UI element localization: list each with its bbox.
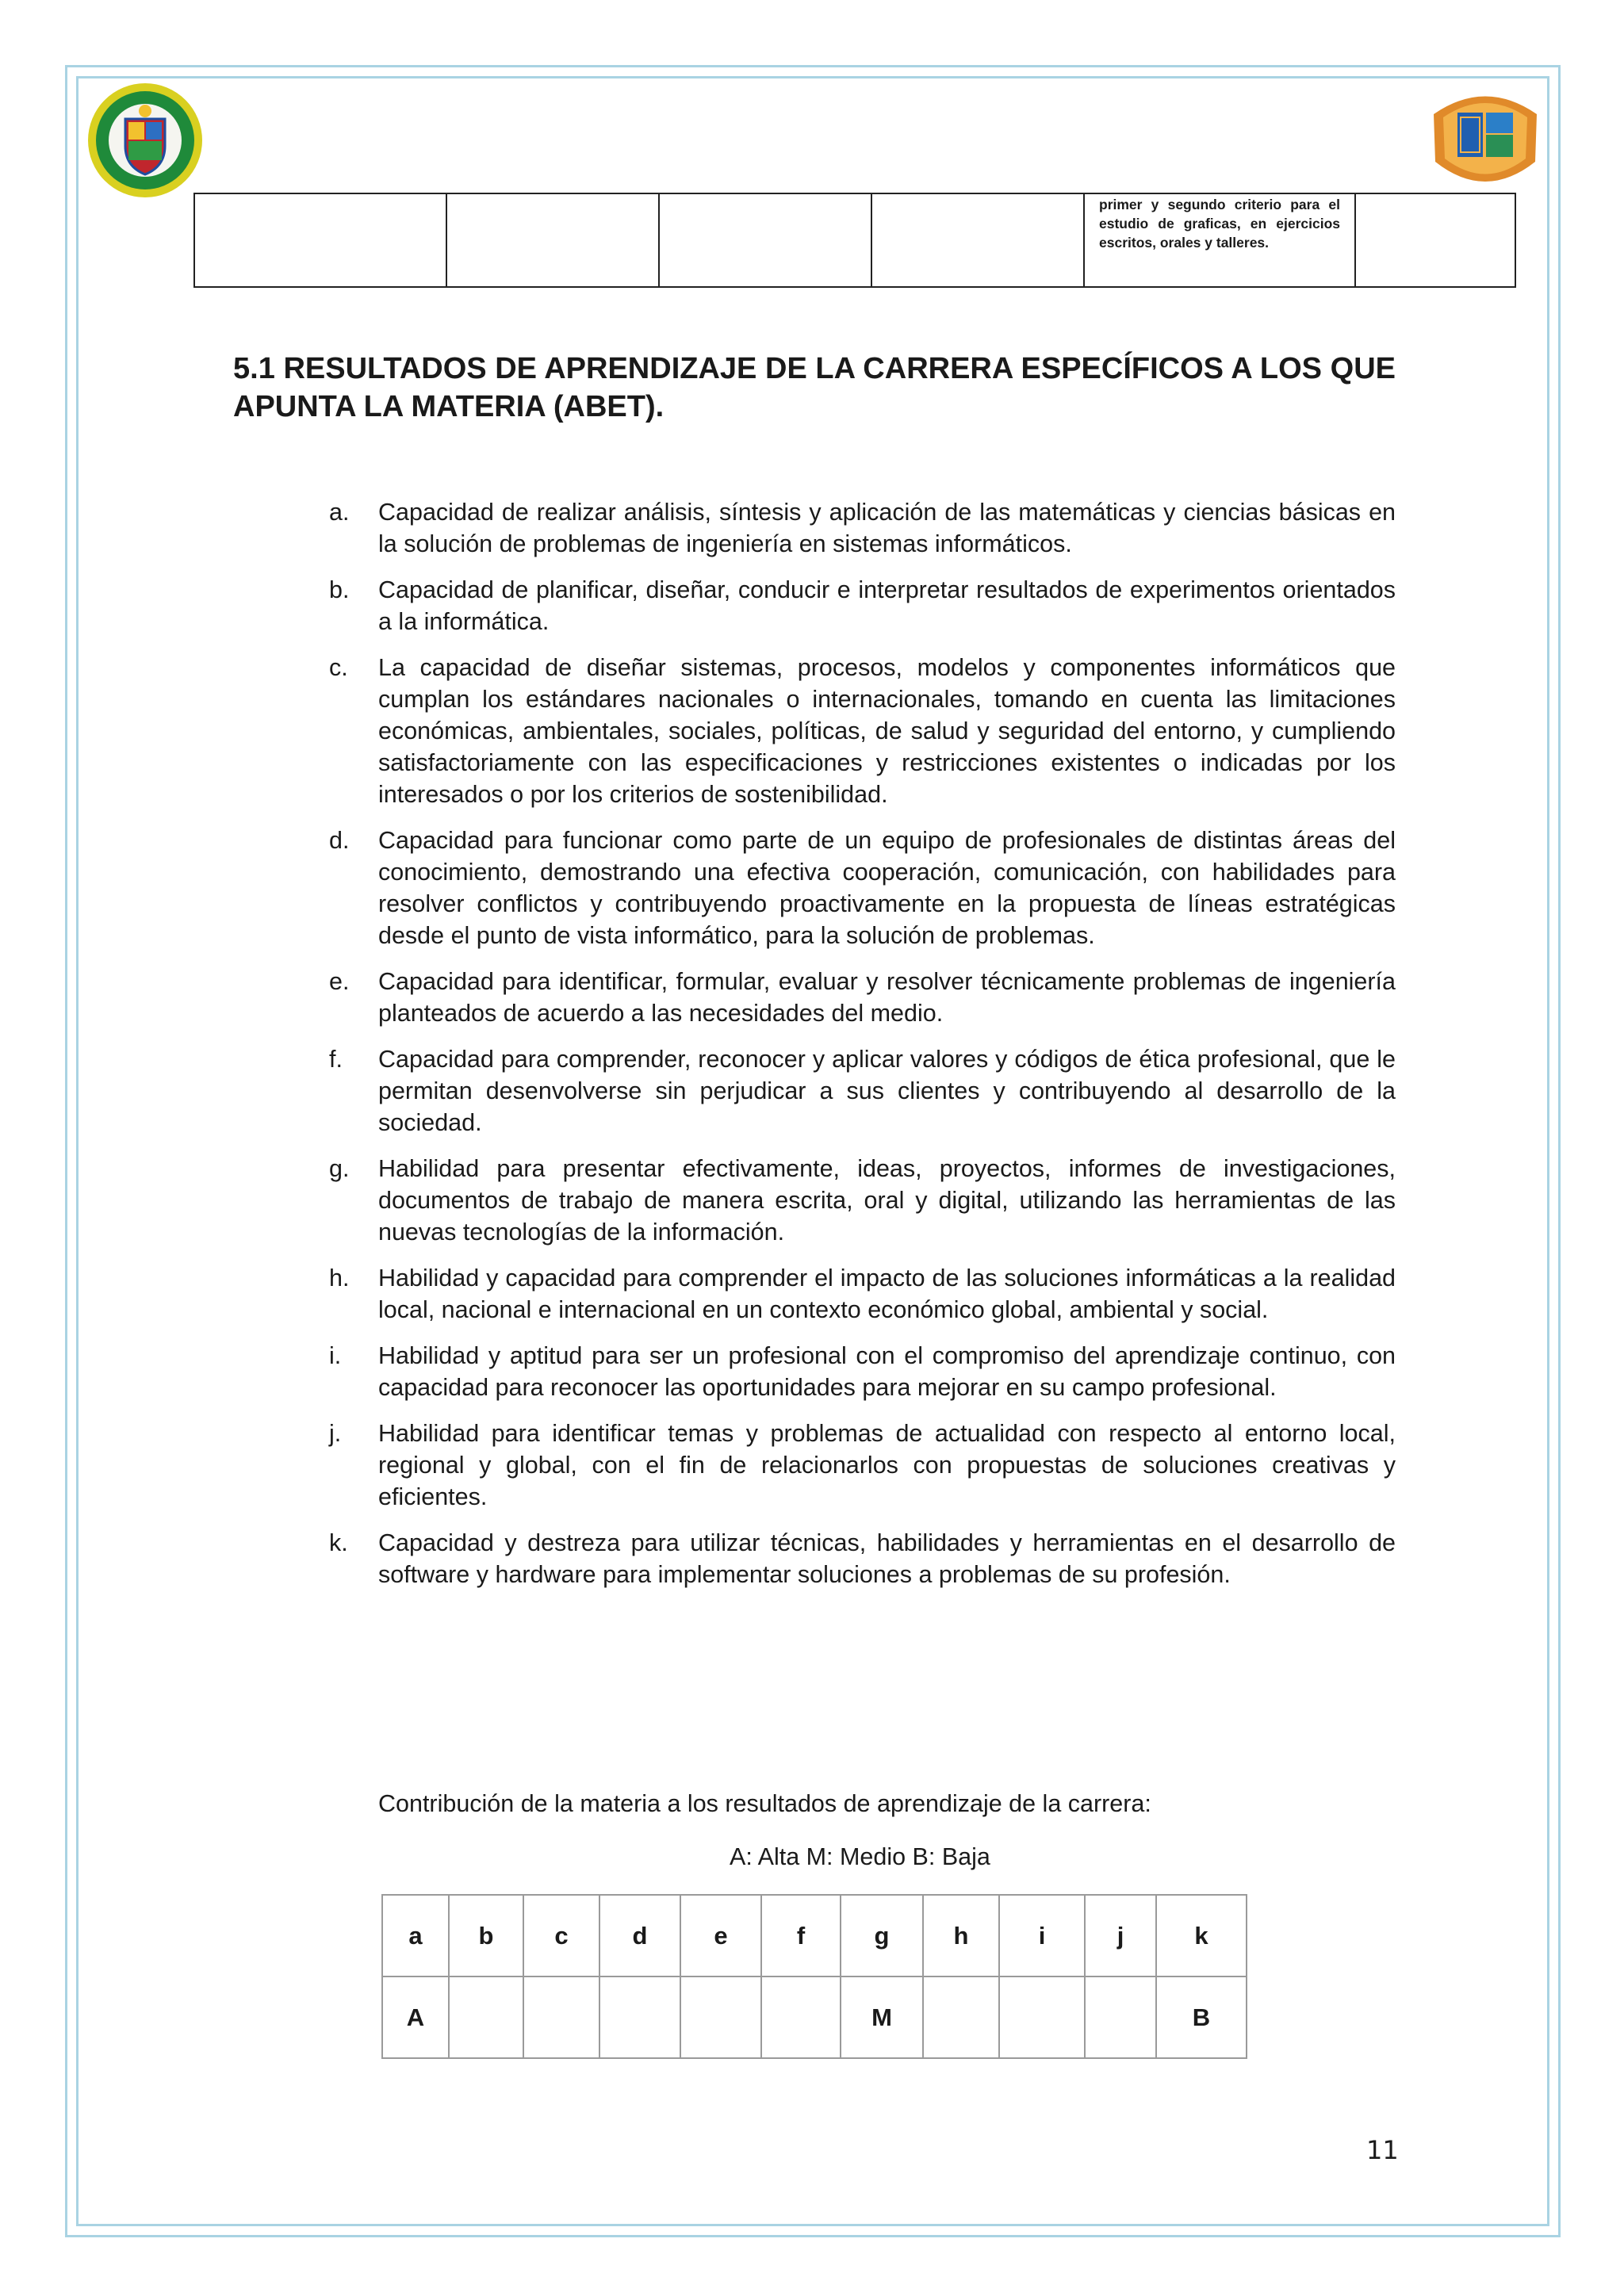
- table-header-cell: i: [999, 1895, 1085, 1976]
- item-text: Capacidad de realizar análisis, síntesis y aplicación de las matemáticas y ciencias básicas en la solución de problemas de ingeniería en sistemas informáticos.: [378, 499, 1396, 557]
- list-item: [329, 652, 1396, 810]
- criterion-cell: primer y segundo criterio para el estudio de graficas, en ejercicios escritos, orales y talleres.: [1084, 193, 1355, 287]
- learning-outcomes-list: [329, 496, 1396, 1605]
- item-letter: e.: [329, 968, 350, 995]
- list-item: [329, 1043, 1396, 1138]
- item-letter: c.: [329, 654, 348, 681]
- table-header-cell: b: [449, 1895, 523, 1976]
- evaluation-table-continuation: [193, 193, 1516, 288]
- table-cell: [659, 193, 871, 287]
- item-letter: a.: [329, 499, 350, 526]
- item-text: Habilidad para identificar temas y problemas de actualidad con respecto al entorno local, regional y global, con el fin de relacionarlos con propuestas de soluciones creativas y eficientes.: [378, 1420, 1396, 1510]
- item-letter: g.: [329, 1155, 350, 1182]
- faculty-emblem-logo: [1426, 82, 1545, 193]
- item-text: Capacidad para funcionar como parte de un equipo de profesionales de distintas áreas del conocimiento, demostrando una efectiva cooperación, comunicación, con habilidades para resolver conflictos y contribuyendo proactivamente en la propuesta de líneas estratégicas desde el punto de vista informático, para la solución de problemas.: [378, 827, 1396, 949]
- item-text: Capacidad de planificar, diseñar, conducir e interpretar resultados de experimentos orientados a la informática.: [378, 576, 1396, 635]
- table-cell: [446, 193, 659, 287]
- item-text: Capacidad para comprender, reconocer y aplicar valores y códigos de ética profesional, que le permitan desenvolverse sin perjudicar a sus clientes y contribuyendo al desarrollo de la sociedad.: [378, 1046, 1396, 1136]
- table-header-cell: h: [923, 1895, 999, 1976]
- item-text: Capacidad y destreza para utilizar técnicas, habilidades y herramientas en el desarrollo de software y hardware para implementar soluciones a problemas de su profesión.: [378, 1529, 1396, 1588]
- table-cell: [999, 1976, 1085, 2058]
- table-cell: [871, 193, 1084, 287]
- table-cell: [761, 1976, 841, 2058]
- list-item: [329, 825, 1396, 951]
- table-header-cell: c: [523, 1895, 599, 1976]
- item-text: Habilidad y aptitud para ser un profesional con el compromiso del aprendizaje continuo, con capacidad para reconocer las oportunidades para mejorar en su campo profesional.: [378, 1342, 1396, 1401]
- page-number: 11: [1366, 2135, 1399, 2165]
- item-letter: k.: [329, 1529, 348, 1556]
- item-letter: f.: [329, 1046, 343, 1073]
- table-header-cell: j: [1085, 1895, 1156, 1976]
- item-letter: b.: [329, 576, 350, 603]
- table-cell: [523, 1976, 599, 2058]
- item-letter: h.: [329, 1265, 350, 1292]
- table-cell: [680, 1976, 761, 2058]
- item-letter: j.: [329, 1420, 342, 1447]
- table-header-cell: d: [599, 1895, 680, 1976]
- table-header-cell: k: [1156, 1895, 1247, 1976]
- list-item: [329, 1418, 1396, 1513]
- list-item: [329, 1262, 1396, 1326]
- table-cell: [1355, 193, 1515, 287]
- table-cell: M: [841, 1976, 923, 2058]
- list-item: [329, 574, 1396, 637]
- item-letter: d.: [329, 827, 350, 854]
- contribution-label: Contribución de la materia a los resultados de aprendizaje de la carrera:: [378, 1790, 1151, 1817]
- table-row: [382, 1976, 1247, 2058]
- list-item: [329, 1527, 1396, 1590]
- table-cell: [449, 1976, 523, 2058]
- contribution-legend: A: Alta M: Medio B: Baja: [730, 1843, 990, 1870]
- item-text: La capacidad de diseñar sistemas, procesos, modelos y componentes informáticos que cumplan los estándares nacionales o internacionales, tomando en cuenta las limitaciones económicas, ambientales, sociales, políticas, de salud y seguridad del entorno, y cumpliendo satisfactoriamente con las especificaciones y restricciones existentes o indicadas por los interesados o por los criterios de sostenibilidad.: [378, 654, 1396, 808]
- list-item: [329, 1340, 1396, 1403]
- table-cell: A: [382, 1976, 449, 2058]
- item-text: Capacidad para identificar, formular, evaluar y resolver técnicamente problemas de ingeniería planteados de acuerdo a las necesidades del medio.: [378, 968, 1396, 1027]
- section-heading: 5.1 RESULTADOS DE APRENDIZAJE DE LA CARRERA ESPECÍFICOS A LOS QUE APUNTA LA MATERIA (ABET).: [233, 352, 1396, 423]
- table-header-cell: a: [382, 1895, 449, 1976]
- table-cell: [194, 193, 446, 287]
- table-cell: [599, 1976, 680, 2058]
- list-item: [329, 1153, 1396, 1248]
- item-text: Habilidad y capacidad para comprender el impacto de las soluciones informáticas a la realidad local, nacional e internacional en un contexto económico global, ambiental y social.: [378, 1265, 1396, 1323]
- university-seal-logo: [86, 81, 205, 200]
- table-header-cell: e: [680, 1895, 761, 1976]
- contribution-table: [381, 1894, 1247, 2059]
- table-header-cell: g: [841, 1895, 923, 1976]
- item-text: Habilidad para presentar efectivamente, ideas, proyectos, informes de investigaciones, documentos de trabajo de manera escrita, oral y digital, utilizando las herramientas de las nuevas tecnologías de la información.: [378, 1155, 1396, 1246]
- table-header-row: [382, 1895, 1247, 1976]
- list-item: [329, 966, 1396, 1029]
- list-item: [329, 496, 1396, 560]
- table-cell: [923, 1976, 999, 2058]
- table-cell: [1085, 1976, 1156, 2058]
- table-cell: B: [1156, 1976, 1247, 2058]
- item-letter: i.: [329, 1342, 342, 1369]
- table-header-cell: f: [761, 1895, 841, 1976]
